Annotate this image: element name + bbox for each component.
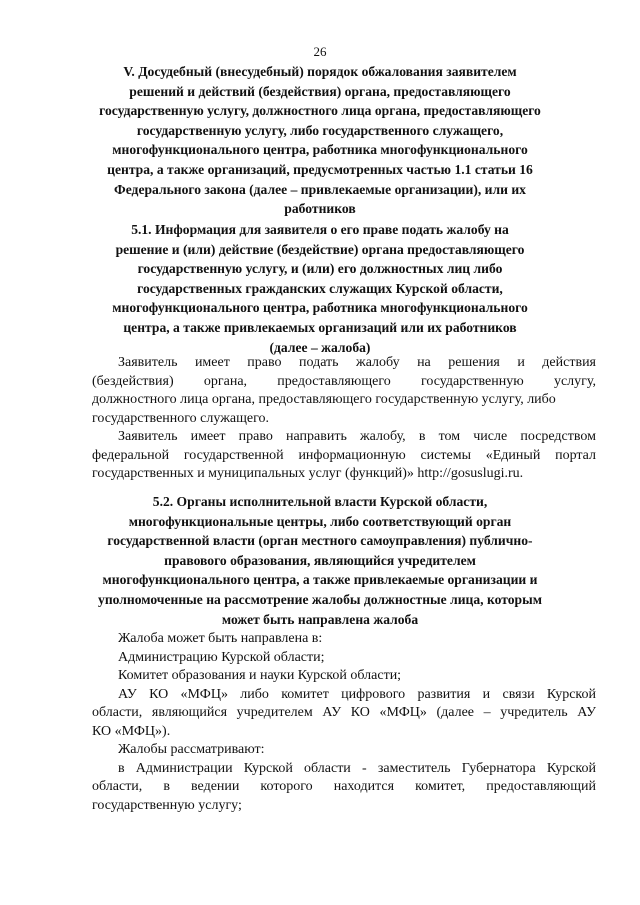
heading-line: государственную услугу, должностного лица органа, предоставляющего <box>99 103 541 119</box>
text-line: области, являющийся учредителем АУ КО «МФЦ» (далее – учредитель АУ <box>92 705 596 720</box>
heading-line: 5.1. Информация для заявителя о его праве подать жалобу на <box>131 222 509 237</box>
heading-line: может быть направлена жалоба <box>221 611 419 627</box>
text-line: в Администрации Курской области - заместитель Губернатора Курской <box>118 760 596 776</box>
text-line: государственную услугу; <box>92 797 242 813</box>
text-line: КО «МФЦ»). <box>92 723 171 739</box>
section-5-2-heading <box>0 492 640 629</box>
heading-line: государственной власти (орган местного самоуправления) публично- <box>107 533 533 549</box>
heading-line: многофункционального центра, а также привлекаемые организации и <box>102 572 538 588</box>
paragraph-right-to-complain <box>92 354 596 428</box>
text-line: Комитет образования и науки Курской области; <box>118 668 402 683</box>
text-line: (бездействия) органа, предоставляющего государственную услугу, <box>92 373 596 389</box>
paragraph-complaint-recipients <box>92 630 596 815</box>
section-v-heading <box>0 62 640 219</box>
heading-line: V. Досудебный (внесудебный) порядок обжалования заявителем <box>123 64 517 79</box>
heading-line: 5.2. Органы исполнительной власти Курской области, <box>152 494 488 509</box>
paragraph-electronic-submission <box>92 428 596 484</box>
heading-line: Федерального закона (далее – привлекаемые организации), или их <box>114 181 526 197</box>
heading-line: центра, а также привлекаемых организаций или их работников <box>123 319 517 335</box>
text-line: Жалоба может быть направлена в: <box>118 631 323 646</box>
heading-line: многофункциональные центры, либо соответствующий орган <box>128 513 512 529</box>
text-line: федеральной государственной информационную системы «Единый портал <box>92 447 596 463</box>
heading-line: государственную услугу, либо государственного служащего, <box>136 122 504 138</box>
text-line: области, в ведении которого находится комитет, предоставляющий <box>92 779 596 794</box>
page-number: 26 <box>313 44 327 59</box>
heading-line: государственную услугу, и (или) его должностных лиц либо <box>137 261 503 277</box>
heading-line: работников <box>284 201 356 217</box>
text-line: Жалобы рассматривают: <box>118 742 265 757</box>
heading-line: уполномоченные на рассмотрение жалобы должностные лица, которым <box>98 591 542 607</box>
heading-line: (далее – жалоба) <box>269 339 371 355</box>
heading-line: многофункционального центра, работника многофункционального <box>112 300 528 316</box>
text-line: АУ КО «МФЦ» либо комитет цифрового развития и связи Курской <box>118 686 596 702</box>
section-5-1-heading <box>0 220 640 357</box>
heading-line: решение и (или) действие (бездействие) органа предоставляющего <box>115 241 525 257</box>
text-line: Заявитель имеет право направить жалобу, в том числе посредством <box>118 429 596 444</box>
text-line: должностного лица органа, предоставляющего государственную услугу, либо <box>92 392 556 407</box>
heading-line: центра, а также организаций, предусмотренных частью 1.1 статьи 16 <box>107 161 533 177</box>
text-line: государственных и муниципальных услуг (функций)» http://gosuslugi.ru. <box>92 466 524 481</box>
heading-line: правового образования, являющийся учредителем <box>164 552 476 568</box>
heading-line: решений и действий (бездействия) органа, предоставляющего <box>129 83 511 99</box>
text-line: Администрацию Курской области; <box>118 649 325 665</box>
text-line: Заявитель имеет право подать жалобу на решения и действия <box>118 355 596 370</box>
heading-line: государственных гражданских служащих Курской области, <box>137 280 503 296</box>
heading-line: многофункционального центра, работника многофункционального <box>112 142 528 158</box>
text-line: государственного служащего. <box>92 410 269 426</box>
